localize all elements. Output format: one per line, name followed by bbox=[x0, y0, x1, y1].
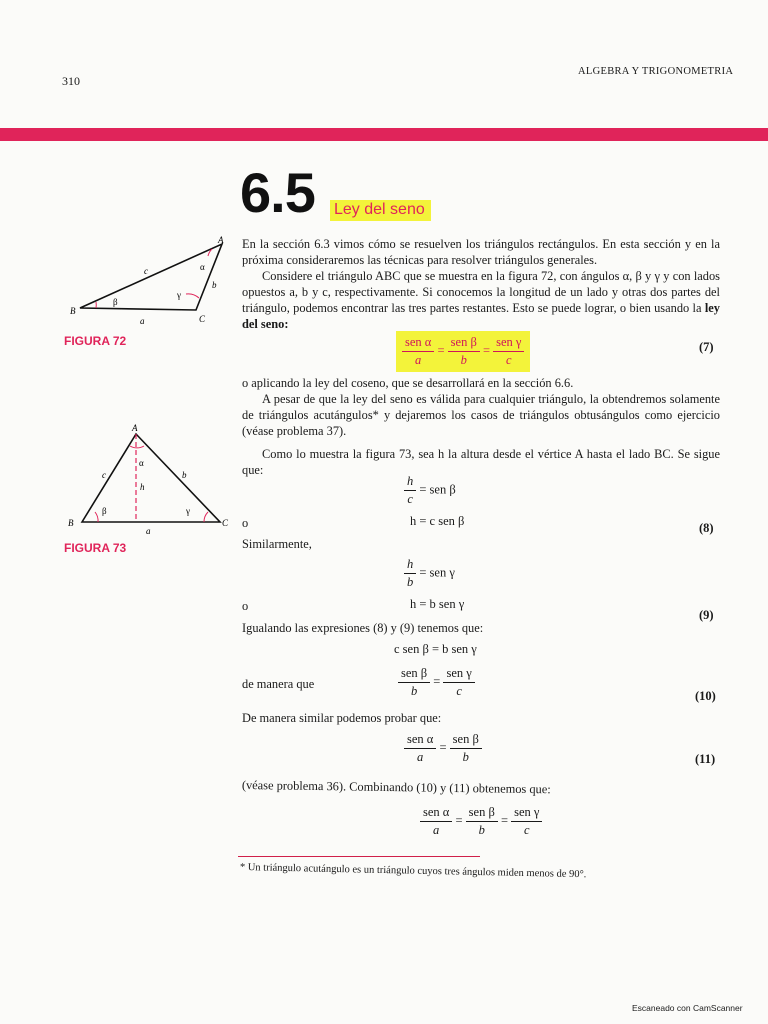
eq-h-numerator: h bbox=[404, 474, 416, 491]
phrase-de-manera-que: de manera que bbox=[242, 677, 315, 691]
paragraph-triangle-abc-text: Considere el triángulo ABC que se muestra en la figura 72, con ángulos α, β y γ y con lados opuestos a, b y c, respectivamente. Si conocemos la longitud de un lado y otras dos partes del triángulo, podemos encontrar las tres partes restantes. Esto se puede lograr, o bien usando la bbox=[242, 269, 720, 315]
equation-9: h = b sen γ bbox=[410, 597, 465, 611]
running-title: ALGEBRA Y TRIGONOMETRIA bbox=[578, 66, 734, 77]
equation-number-11: (11) bbox=[695, 752, 716, 766]
paragraph-altura: Como lo muestra la figura 73, sea h la altura desde el vértice A hasta el lado BC. Se sigue que: bbox=[242, 447, 720, 477]
eq10-num-sen-gamma: sen γ bbox=[443, 666, 474, 683]
paragraph-de-manera-similar: De manera similar podemos probar que: bbox=[242, 711, 442, 725]
paragraph-acutangulos: A pesar de que la ley del seno es válida para cualquier triángulo, la obtendremos solamente de triángulos acutángulos* y dejaremos los casos de triángulos obtusángulos como ejercicio (véase problema 37). bbox=[242, 392, 720, 438]
eq-h-numerator-2: h bbox=[404, 557, 416, 574]
eqf-den-a: a bbox=[433, 823, 440, 837]
equation-number-10: (10) bbox=[695, 689, 716, 703]
fig73-vertex-c: C bbox=[222, 518, 229, 528]
word-similarmente: Similarmente, bbox=[242, 537, 312, 551]
paragraph-combinando: (véase problema 36). Combinando (10) y (11) obtenemos que: bbox=[241, 777, 551, 797]
equation-8: h = c sen β bbox=[410, 514, 465, 528]
eq-c-denominator: c bbox=[407, 492, 413, 506]
word-o-2: o bbox=[242, 599, 249, 613]
footnote-rule bbox=[238, 856, 480, 857]
fig73-vertex-b: B bbox=[68, 518, 74, 528]
figure-72-label: FIGURA 72 bbox=[64, 334, 127, 348]
equation-number-7: (7) bbox=[699, 340, 714, 354]
fig72-angle-alpha: α bbox=[200, 262, 205, 272]
equation-number-8: (8) bbox=[699, 521, 714, 535]
fig72-vertex-b: B bbox=[70, 306, 76, 316]
paragraph-ley-coseno: o aplicando la ley del coseno, que se desarrollará en la sección 6.6. bbox=[242, 376, 574, 390]
fig73-vertex-a: A bbox=[132, 423, 138, 433]
eqf-den-c: c bbox=[524, 823, 530, 837]
camscanner-watermark: Escaneado con CamScanner bbox=[632, 1003, 743, 1013]
equation-number-9: (9) bbox=[699, 608, 714, 622]
fig73-angle-alpha: α bbox=[139, 458, 144, 468]
fig73-angle-beta: β bbox=[102, 506, 107, 516]
eq11-den-a: a bbox=[417, 750, 424, 764]
figure-73-label: FIGURA 73 bbox=[64, 541, 127, 555]
fig73-side-b: b bbox=[182, 470, 187, 480]
word-o-1: o bbox=[242, 516, 249, 530]
fig73-height-h: h bbox=[140, 482, 145, 492]
equation-7-law-of-sines: $\frac{\text{sen α}}{a}$ = $\frac{\text{sen β}}{b}$ = $\frac{\text{sen γ}}{c}$ bbox=[396, 331, 530, 372]
footnote-acutangulo: * Un triángulo acutángulo es un triángulo cuyos tres ángulos miden menos de 90°. bbox=[239, 862, 587, 881]
fig72-angle-gamma: γ bbox=[177, 290, 181, 300]
fig72-side-b: b bbox=[212, 280, 217, 290]
equation-10: $\frac{\text{sen β}}{b}$ = $\frac{\text{sen γ}}{c}$ bbox=[398, 666, 475, 699]
fig73-angle-gamma: γ bbox=[186, 506, 190, 516]
eq10-den-b: b bbox=[410, 684, 418, 698]
figure-72-triangle bbox=[62, 230, 242, 330]
equation-c-sen-beta: c sen β = b sen γ bbox=[394, 642, 477, 656]
section-number: 6.5 bbox=[240, 161, 315, 224]
section-title: Ley del seno bbox=[330, 200, 431, 221]
eq-equals-sen-beta: = sen β bbox=[419, 482, 456, 497]
eq11-den-b: b bbox=[462, 750, 469, 764]
fig72-side-a: a bbox=[140, 316, 145, 326]
figure-73-triangle bbox=[62, 420, 242, 540]
page-number: 310 bbox=[62, 74, 80, 88]
eq7-num-sen-gamma: sen γ bbox=[493, 335, 524, 352]
eq10-num-sen-beta: sen β bbox=[398, 666, 430, 683]
eq7-den-c: c bbox=[506, 353, 512, 367]
eq10-den-c: c bbox=[456, 684, 462, 698]
fig72-vertex-a: A bbox=[218, 235, 224, 245]
equation-final-law-of-sines: $\frac{\text{sen α}}{a}$ = $\frac{\text{sen β}}{b}$ = $\frac{\text{sen γ}}{c}$ bbox=[420, 805, 542, 838]
equation-h-over-c bbox=[404, 474, 456, 507]
eq-b-denominator: b bbox=[407, 575, 414, 589]
equation-11: $\frac{\text{sen α}}{a}$ = $\frac{\text{sen β}}{b}$ bbox=[404, 732, 482, 765]
paragraph-triangle-abc bbox=[242, 268, 720, 332]
equation-h-over-b bbox=[404, 557, 455, 590]
eq7-num-sen-alpha: sen α bbox=[402, 335, 434, 352]
eqf-num-sen-beta: sen β bbox=[466, 805, 498, 822]
ley-del-seno-term: ley del seno: bbox=[242, 301, 720, 331]
eqf-num-sen-alpha: sen α bbox=[420, 805, 452, 822]
eq7-den-a: a bbox=[415, 353, 422, 367]
eq7-num-sen-beta: sen β bbox=[448, 335, 480, 352]
paragraph-intro: En la sección 6.3 vimos cómo se resuelven los triángulos rectángulos. En esta sección y en la próxima consideraremos las técnicas para resolver triángulos generales. bbox=[242, 237, 720, 267]
fig72-side-c: c bbox=[144, 266, 148, 276]
eq-equals-sen-gamma: = sen γ bbox=[419, 565, 455, 580]
eq7-den-b: b bbox=[460, 353, 467, 367]
section-divider-bar bbox=[0, 128, 768, 141]
fig72-angle-beta: β bbox=[113, 297, 118, 307]
fig72-vertex-c: C bbox=[199, 314, 206, 324]
fig73-side-a: a bbox=[146, 526, 151, 536]
paragraph-igualando: Igualando las expresiones (8) y (9) tenemos que: bbox=[242, 621, 484, 635]
fig73-side-c: c bbox=[102, 470, 106, 480]
eq11-num-sen-alpha: sen α bbox=[404, 732, 436, 749]
eq11-num-sen-beta: sen β bbox=[450, 732, 482, 749]
eqf-num-sen-gamma: sen γ bbox=[511, 805, 542, 822]
eqf-den-b: b bbox=[478, 823, 485, 837]
